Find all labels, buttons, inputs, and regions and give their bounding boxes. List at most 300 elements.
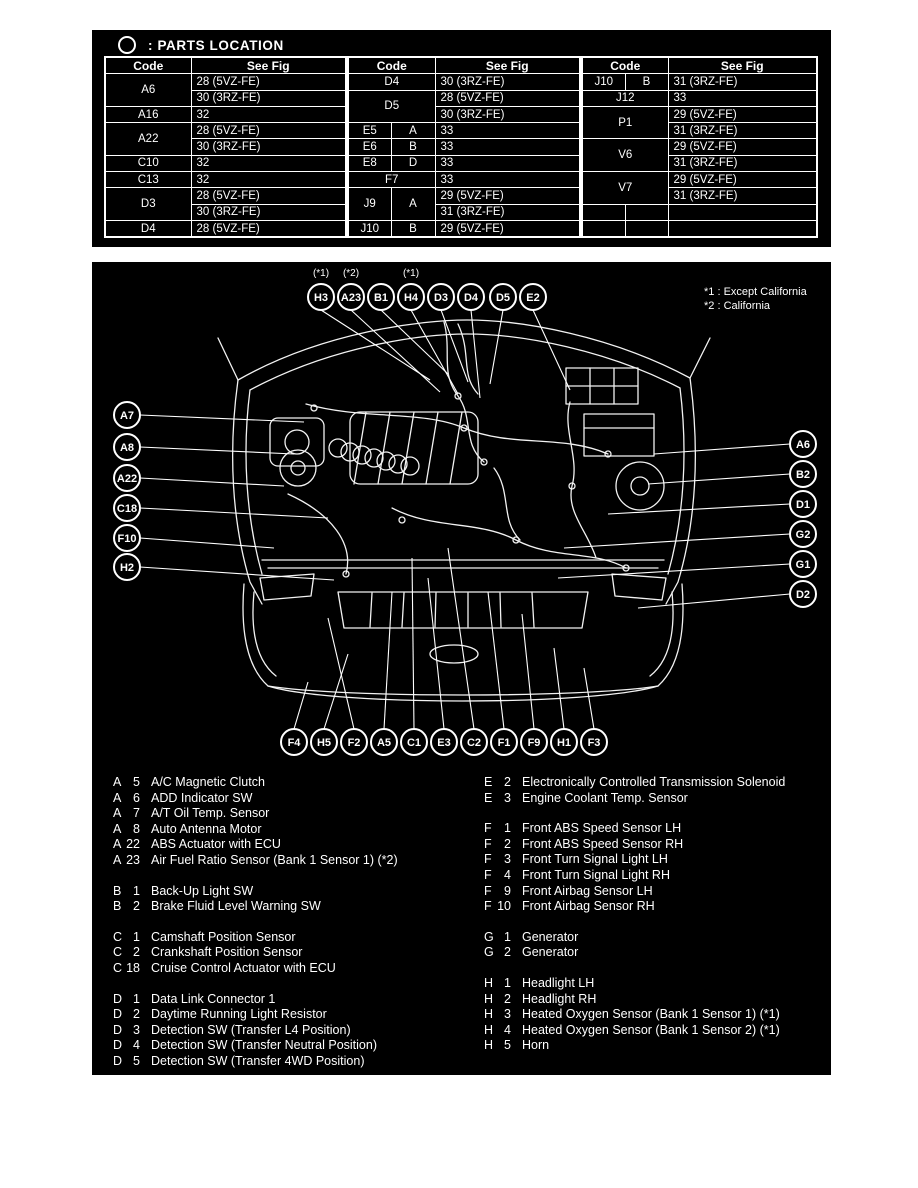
see-fig-cell: 33 — [435, 155, 580, 171]
see-fig-cell: 33 — [435, 123, 580, 139]
callout-label: B1 — [373, 292, 389, 304]
legend-item — [113, 961, 398, 977]
legend-item-code — [484, 775, 511, 791]
table-row — [582, 90, 817, 106]
table-row — [348, 155, 580, 171]
table-row — [105, 74, 346, 90]
callout-e3 — [428, 578, 457, 755]
legend-column-right — [484, 775, 785, 1069]
legend-item — [113, 837, 398, 853]
callout-note: (*1) — [312, 268, 330, 279]
callout-label: D1 — [795, 499, 811, 511]
callout-label: A22 — [116, 473, 138, 485]
sub-code-cell: B — [391, 139, 435, 155]
legend-item-desc: Cruise Control Actuator with ECU — [151, 960, 336, 975]
legend-item — [484, 899, 785, 915]
callout-note: (*2) — [342, 268, 360, 279]
parts-location-circle-icon — [118, 36, 136, 54]
legend-code-number: 2 — [504, 775, 511, 789]
legend-code-letter: G — [484, 945, 494, 960]
legend-item-desc: Engine Coolant Temp. Sensor — [522, 790, 688, 805]
callout-label: C18 — [116, 503, 138, 515]
legend-item-code — [484, 1038, 511, 1054]
legend-code-number: 1 — [133, 883, 140, 898]
code-cell: J12 — [582, 90, 668, 106]
table-row — [105, 155, 346, 171]
legend-item-desc: Back-Up Light SW — [151, 883, 254, 898]
code-cell: E6 — [348, 139, 391, 155]
sub-code-cell: A — [391, 123, 435, 139]
parts-location-table — [104, 56, 818, 238]
legend-code-number: 3 — [133, 1022, 140, 1037]
see-fig-cell: 28 (5VZ-FE) — [191, 74, 346, 90]
legend-code-number: 6 — [133, 790, 140, 805]
sub-code-cell: B — [625, 74, 668, 90]
diagram-note-line: *2 : California — [704, 299, 771, 312]
legend-item — [113, 992, 398, 1008]
legend-item — [113, 899, 398, 915]
code-cell: C13 — [105, 172, 191, 188]
legend-code-number: 2 — [133, 945, 140, 960]
legend-group — [113, 992, 398, 1070]
callout-leader-line — [411, 310, 458, 394]
legend-code-number: 3 — [504, 852, 511, 867]
legend-code-letter: A — [113, 790, 122, 805]
legend-group — [484, 976, 785, 1054]
see-fig-cell: 30 (3RZ-FE) — [435, 74, 580, 90]
table-row — [348, 139, 580, 155]
see-fig-cell: 29 (5VZ-FE) — [668, 106, 817, 122]
legend-code-letter: D — [113, 1038, 123, 1053]
legend-item-desc: Daytime Running Light Resistor — [151, 1007, 327, 1022]
sub-code-cell: A — [391, 188, 435, 221]
legend-item-code — [484, 976, 511, 992]
parts-location-title: : PARTS LOCATION — [148, 37, 284, 53]
legend-code-number: 1 — [504, 821, 511, 836]
engine-compartment-diagram — [92, 262, 831, 762]
legend-item — [113, 806, 398, 822]
legend-item-desc: A/T Oil Temp. Sensor — [151, 806, 270, 821]
callout-a6 — [654, 431, 816, 457]
legend-code-letter: D — [113, 991, 123, 1006]
legend-item — [484, 884, 785, 900]
table-row — [105, 123, 346, 139]
code-cell — [582, 220, 625, 237]
legend-code-letter: C — [113, 929, 123, 944]
legend-item — [484, 1023, 785, 1039]
table-row — [105, 172, 346, 188]
code-cell: D5 — [348, 90, 435, 123]
callout-label: C1 — [406, 737, 422, 749]
legend-item-desc: Generator — [522, 929, 579, 944]
legend-code-letter: A — [113, 852, 122, 867]
callout-label: A23 — [340, 292, 362, 304]
callout-a5 — [371, 592, 397, 755]
legend-item-desc: Front Airbag Sensor RH — [522, 899, 655, 914]
legend-item — [484, 992, 785, 1008]
legend-item-code — [113, 1054, 140, 1070]
parts-location-header — [118, 36, 284, 54]
legend-item-code — [113, 1007, 140, 1023]
table-header-row — [105, 57, 346, 74]
see-fig-cell: 28 (5VZ-FE) — [191, 188, 346, 204]
legend-item-code — [113, 775, 140, 791]
see-fig-cell: 28 (5VZ-FE) — [435, 90, 580, 106]
legend-group — [113, 930, 398, 977]
legend-item — [484, 930, 785, 946]
legend-code-number: 23 — [126, 852, 140, 867]
callout-leader-line — [654, 444, 790, 454]
code-cell: E5 — [348, 123, 391, 139]
callout-leader-line — [558, 564, 790, 578]
see-fig-cell: 30 (3RZ-FE) — [191, 204, 346, 220]
callout-c1 — [401, 558, 427, 755]
legend-item-desc: A/C Magnetic Clutch — [151, 775, 265, 789]
callout-e2 — [520, 284, 570, 390]
see-fig-cell: 31 (3RZ-FE) — [668, 74, 817, 90]
legend-code-number: 5 — [133, 775, 140, 789]
table-row — [348, 188, 580, 204]
code-cell: J9 — [348, 188, 391, 221]
callout-label: H1 — [556, 737, 572, 749]
legend-code-number: 3 — [504, 1007, 511, 1022]
legend-code-letter: F — [484, 821, 492, 836]
callout-a8 — [114, 434, 294, 460]
callout-leader-line — [140, 567, 334, 580]
code-cell: C10 — [105, 155, 191, 171]
callout-h2 — [114, 554, 334, 580]
callout-leader-line — [448, 548, 474, 729]
legend-item-desc: Crankshaft Position Sensor — [151, 945, 303, 960]
legend-code-number: 4 — [133, 1038, 140, 1053]
see-fig-cell: 29 (5VZ-FE) — [668, 172, 817, 188]
code-cell: E8 — [348, 155, 391, 171]
callout-label: A8 — [119, 442, 135, 454]
legend-item-code — [484, 930, 511, 946]
callout-leader-line — [638, 594, 790, 608]
legend-item — [113, 1054, 398, 1070]
legend-code-number: 8 — [133, 821, 140, 836]
legend-item-desc: Detection SW (Transfer L4 Position) — [151, 1022, 351, 1037]
legend-item-desc: Horn — [522, 1038, 550, 1053]
legend-item — [113, 884, 398, 900]
callout-label: F9 — [527, 737, 541, 749]
legend-item-code — [484, 992, 511, 1008]
legend-code-letter: H — [484, 975, 494, 990]
code-cell: P1 — [582, 106, 668, 139]
table-header-row — [348, 57, 580, 74]
table-row — [348, 220, 580, 237]
callout-label: F3 — [587, 737, 601, 749]
legend-item-code — [113, 992, 140, 1008]
legend-code-letter: A — [113, 837, 122, 852]
legend-code-number: 2 — [133, 1007, 140, 1022]
see-fig-cell: 29 (5VZ-FE) — [435, 188, 580, 204]
legend-code-number: 18 — [126, 960, 140, 975]
legend-item-code — [113, 961, 140, 977]
legend-item-desc: Air Fuel Ratio Sensor (Bank 1 Sensor 1) (*2) — [151, 852, 398, 867]
engine-bay-line-art — [218, 320, 710, 701]
table-row — [105, 106, 346, 122]
callout-label: F1 — [497, 737, 511, 749]
code-cell: A16 — [105, 106, 191, 122]
see-fig-cell — [668, 204, 817, 220]
legend-code-letter: C — [113, 945, 123, 960]
legend-item — [484, 1038, 785, 1054]
callout-c18 — [114, 495, 328, 521]
legend-item — [484, 775, 785, 791]
legend-item-desc: Detection SW (Transfer 4WD Position) — [151, 1053, 365, 1068]
code-cell: D3 — [105, 188, 191, 221]
legend-item-code — [484, 1007, 511, 1023]
fig-table-group-1 — [104, 56, 347, 238]
legend-item-desc: Detection SW (Transfer Neutral Position) — [151, 1038, 378, 1053]
callout-c2 — [448, 548, 487, 755]
callout-leader-line — [140, 508, 328, 518]
legend-code-letter: H — [484, 991, 494, 1006]
legend-item-desc: Heated Oxygen Sensor (Bank 1 Sensor 2) (*1) — [522, 1022, 780, 1037]
legend-item-code — [113, 853, 140, 869]
legend-item — [113, 775, 398, 791]
callout-label: F4 — [287, 737, 301, 749]
legend-item-desc: Headlight LH — [522, 975, 595, 990]
see-fig-cell: 29 (5VZ-FE) — [435, 220, 580, 237]
legend-code-letter: H — [484, 1007, 494, 1022]
legend-item — [484, 1007, 785, 1023]
legend-item-code — [113, 945, 140, 961]
legend-group — [484, 821, 785, 915]
code-cell: J10 — [582, 74, 625, 90]
legend-item — [484, 976, 785, 992]
see-fig-cell: 33 — [435, 139, 580, 155]
table-header-cell-code: Code — [582, 57, 668, 74]
callout-leader-line — [328, 618, 354, 729]
code-cell: J10 — [348, 220, 391, 237]
see-fig-cell: 33 — [668, 90, 817, 106]
legend-code-number: 1 — [504, 975, 511, 990]
code-cell: A22 — [105, 123, 191, 156]
legend-item-code — [484, 868, 511, 884]
legend-code-letter: B — [113, 899, 122, 914]
callout-f1 — [488, 592, 517, 755]
see-fig-cell: 28 (5VZ-FE) — [191, 220, 346, 237]
table-header-cell-code: Code — [105, 57, 191, 74]
table-header-cell-seefig: See Fig — [191, 57, 346, 74]
callout-label: H2 — [119, 562, 135, 574]
see-fig-cell: 30 (3RZ-FE) — [191, 90, 346, 106]
see-fig-cell: 32 — [191, 106, 346, 122]
legend-code-letter: G — [484, 929, 494, 944]
legend-item-desc: Front ABS Speed Sensor RH — [522, 836, 684, 851]
table-row — [348, 123, 580, 139]
legend-item-code — [484, 884, 511, 900]
legend-item-desc: Headlight RH — [522, 991, 597, 1006]
legend-code-letter: F — [484, 899, 492, 914]
legend-code-letter: F — [484, 867, 492, 882]
callout-f3 — [581, 668, 607, 755]
legend-item-desc: Front Turn Signal Light RH — [522, 867, 670, 882]
legend-code-letter: D — [113, 1007, 123, 1022]
callout-leader-line — [140, 478, 284, 486]
legend-code-number: 5 — [133, 1053, 140, 1068]
legend-code-letter: F — [484, 852, 492, 867]
callout-leader-line — [321, 310, 430, 380]
legend-code-letter: D — [113, 1022, 123, 1037]
callout-f10 — [114, 525, 274, 551]
legend-group — [113, 775, 398, 869]
legend-code-number: 4 — [504, 867, 511, 882]
callout-leader-line — [522, 614, 534, 729]
legend-code-letter: F — [484, 836, 492, 851]
legend-item-desc: Camshaft Position Sensor — [151, 929, 296, 944]
code-cell: V6 — [582, 139, 668, 172]
legend-code-letter: C — [113, 960, 123, 975]
parts-location-table-panel — [92, 30, 831, 247]
legend-code-letter: F — [484, 883, 492, 898]
legend-item-code — [113, 806, 140, 822]
callout-label: F2 — [347, 737, 361, 749]
see-fig-cell — [668, 220, 817, 237]
see-fig-cell: 30 (3RZ-FE) — [435, 106, 580, 122]
table-row — [582, 139, 817, 155]
table-row — [582, 220, 817, 237]
legend-code-number: 4 — [504, 1022, 511, 1037]
legend-item-code — [113, 837, 140, 853]
legend-item-code — [484, 791, 511, 807]
see-fig-cell: 29 (5VZ-FE) — [668, 139, 817, 155]
legend-item — [113, 1023, 398, 1039]
legend-code-number: 2 — [504, 991, 511, 1006]
legend-column-left — [113, 775, 398, 1085]
callout-leader-line — [648, 474, 790, 484]
legend-item-desc: Electronically Controlled Transmission Solenoid — [522, 775, 786, 789]
callout-label: E2 — [526, 292, 540, 304]
legend-item-code — [113, 930, 140, 946]
callout-leader-line — [584, 668, 594, 729]
legend-code-letter: D — [113, 1053, 123, 1068]
code-cell — [582, 204, 625, 220]
see-fig-cell: 32 — [191, 172, 346, 188]
legend-item-code — [113, 791, 140, 807]
callout-h1 — [551, 648, 577, 755]
callout-label: D4 — [463, 292, 479, 304]
legend-code-number: 1 — [133, 929, 140, 944]
callout-label: D2 — [795, 589, 811, 601]
table-header-cell-seefig: See Fig — [668, 57, 817, 74]
callout-label: G2 — [795, 529, 811, 541]
legend-item — [113, 822, 398, 838]
see-fig-cell: 30 (3RZ-FE) — [191, 139, 346, 155]
legend-item — [484, 821, 785, 837]
legend-item-desc: ABS Actuator with ECU — [151, 837, 281, 852]
callout-label: G1 — [795, 559, 811, 571]
see-fig-cell: 33 — [435, 172, 580, 188]
legend-item-desc: Heated Oxygen Sensor (Bank 1 Sensor 1) (*1) — [522, 1007, 780, 1022]
callout-f9 — [521, 614, 547, 755]
callout-d4 — [458, 284, 484, 398]
legend-item — [484, 945, 785, 961]
legend-item-code — [484, 852, 511, 868]
code-cell: V7 — [582, 172, 668, 205]
callout-g1 — [558, 551, 816, 578]
legend-item — [113, 1007, 398, 1023]
callout-label: H3 — [313, 292, 329, 304]
legend-code-letter: A — [113, 821, 122, 836]
legend-item — [113, 853, 398, 869]
callout-leader-line — [140, 447, 294, 454]
legend-item-code — [113, 884, 140, 900]
legend-item-desc: Front Turn Signal Light LH — [522, 852, 668, 867]
table-row — [582, 106, 817, 122]
table-row — [105, 188, 346, 204]
legend-item — [113, 1038, 398, 1054]
legend-item-desc: ADD Indicator SW — [151, 790, 253, 805]
legend-code-number: 9 — [504, 883, 511, 898]
legend-item-desc: Brake Fluid Level Warning SW — [151, 899, 321, 914]
legend-item — [113, 945, 398, 961]
legend-item — [484, 837, 785, 853]
see-fig-cell: 28 (5VZ-FE) — [191, 123, 346, 139]
legend-code-number: 5 — [504, 1038, 511, 1053]
legend-code-letter: H — [484, 1038, 494, 1053]
legend-item — [113, 791, 398, 807]
table-row — [348, 74, 580, 90]
callout-label: E3 — [437, 737, 451, 749]
legend-code-letter: B — [113, 883, 122, 898]
legend-code-number: 2 — [133, 899, 140, 914]
legend-code-number: 1 — [133, 991, 140, 1006]
legend-group — [113, 884, 398, 915]
legend-code-number: 2 — [504, 945, 511, 960]
see-fig-cell: 31 (3RZ-FE) — [668, 155, 817, 171]
callout-leader-line — [412, 558, 414, 729]
legend-item-code — [113, 1023, 140, 1039]
legend-code-number: 22 — [126, 837, 140, 852]
callout-label: B2 — [795, 469, 811, 481]
callout-label: H5 — [316, 737, 332, 749]
table-row — [105, 220, 346, 237]
see-fig-cell: 32 — [191, 155, 346, 171]
callout-label: A6 — [795, 439, 811, 451]
legend-item-code — [484, 945, 511, 961]
diagram-note-line: *1 : Except California — [704, 286, 807, 298]
code-cell: D4 — [348, 74, 435, 90]
legend-item-desc: Generator — [522, 945, 579, 960]
callout-label: C2 — [466, 737, 482, 749]
callout-label: F10 — [117, 533, 137, 545]
engine-compartment-panel — [92, 262, 831, 1075]
legend-item — [484, 852, 785, 868]
code-cell: A6 — [105, 74, 191, 107]
legend-item-desc: Front Airbag Sensor LH — [522, 883, 653, 898]
callout-a22 — [114, 465, 284, 491]
legend-code-letter: A — [113, 775, 122, 789]
see-fig-cell: 31 (3RZ-FE) — [668, 188, 817, 204]
table-row — [582, 74, 817, 90]
callout-label: H4 — [403, 292, 419, 304]
callout-a7 — [114, 402, 304, 428]
sub-code-cell — [625, 204, 668, 220]
legend-item — [484, 791, 785, 807]
legend-group — [484, 930, 785, 961]
legend-code-letter: A — [113, 806, 122, 821]
see-fig-cell: 31 (3RZ-FE) — [668, 123, 817, 139]
legend-code-letter: E — [484, 790, 493, 805]
legend-item — [484, 868, 785, 884]
callout-b2 — [648, 461, 816, 487]
code-cell: F7 — [348, 172, 435, 188]
legend-code-letter: E — [484, 775, 493, 789]
